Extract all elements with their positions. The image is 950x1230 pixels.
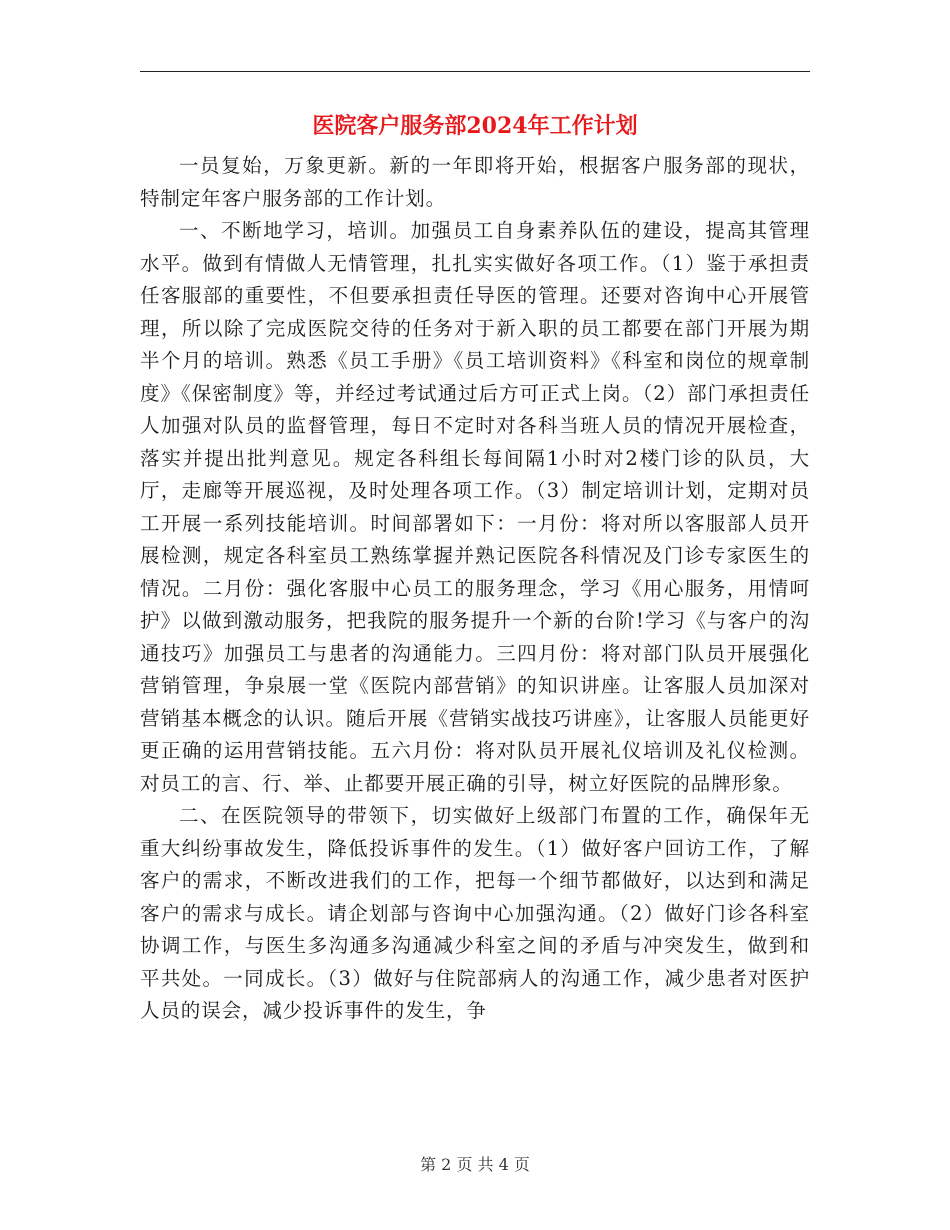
header-rule — [140, 71, 810, 72]
paragraph-section-1: 一、不断地学习，培训。加强员工自身素养队伍的建设，提高其管理水平。做到有情做人无情管理，扎扎实实做好各项工作。（1）鉴于承担责任客服部的重要性，不但要承担责任导医的管理。还要对咨询中心开展管理，所以除了完成医院交待的任务对于新入职的员工都要在部门开展为期半个月的培训。熟悉《员工手册》《员工培训资料》《科室和岗位的规章制度》《保密制度》等，并经过考试通过后方可正式上岗。（2）部门承担责任人加强对队员的监督管理，每日不定时对各科当班人员的情况开展检查，落实并提出批判意见。规定各科组长每间隔1小时对2楼门诊的队员，大厅，走廊等开展巡视，及时处理各项工作。（3）制定培训计划，定期对员工开展一系列技能培训。时间部署如下：一月份：将对所以客服部人员开展检测，规定各科室员工熟练掌握并熟记医院各科情况及门诊专家医生的情况。二月份：强化客服中心员工的服务理念，学习《用心服务，用情呵护》以做到激动服务，把我院的服务提升一个新的台阶!学习《与客户的沟通技巧》加强员工与患者的沟通能力。三四月份：将对部门队员开展强化营销管理，争泉展一堂《医院内部营销》的知识讲座。让客服人员加深对营销基本概念的认识。随后开展《营销实战技巧讲座》，让客服人员能更好更正确的运用营销技能。五六月份：将对队员开展礼仪培训及礼仪检测。对员工的言、行、举、止都要开展正确的引导，树立好医院的品牌形象。 — [140, 219, 810, 795]
paragraph-section-2: 二、在医院领导的带领下，切实做好上级部门布置的工作，确保年无重大纠纷事故发生，降低投诉事件的发生。（1）做好客户回访工作，了解客户的需求，不断改进我们的工作，把每一个细节都做好，以达到和满足客户的需求与成长。请企划部与咨询中心加强沟通。（2）做好门诊各科室协调工作，与医生多沟通多沟通减少科室之间的矛盾与冲突发生，做到和平共处。一同成长。（3）做好与住院部病人的沟通工作，减少患者对医护人员的误会，减少投诉事件的发生，争 — [140, 804, 810, 1022]
document-title: 医院客户服务部2024年工作计划 — [312, 113, 638, 139]
document-body — [140, 150, 810, 1028]
paragraph-intro: 一员复始，万象更新。新的一年即将开始，根据客户服务部的现状，特制定年客户服务部的工作计划。 — [140, 154, 810, 210]
page-number: 第 2 页 共 4 页 — [420, 1155, 530, 1174]
